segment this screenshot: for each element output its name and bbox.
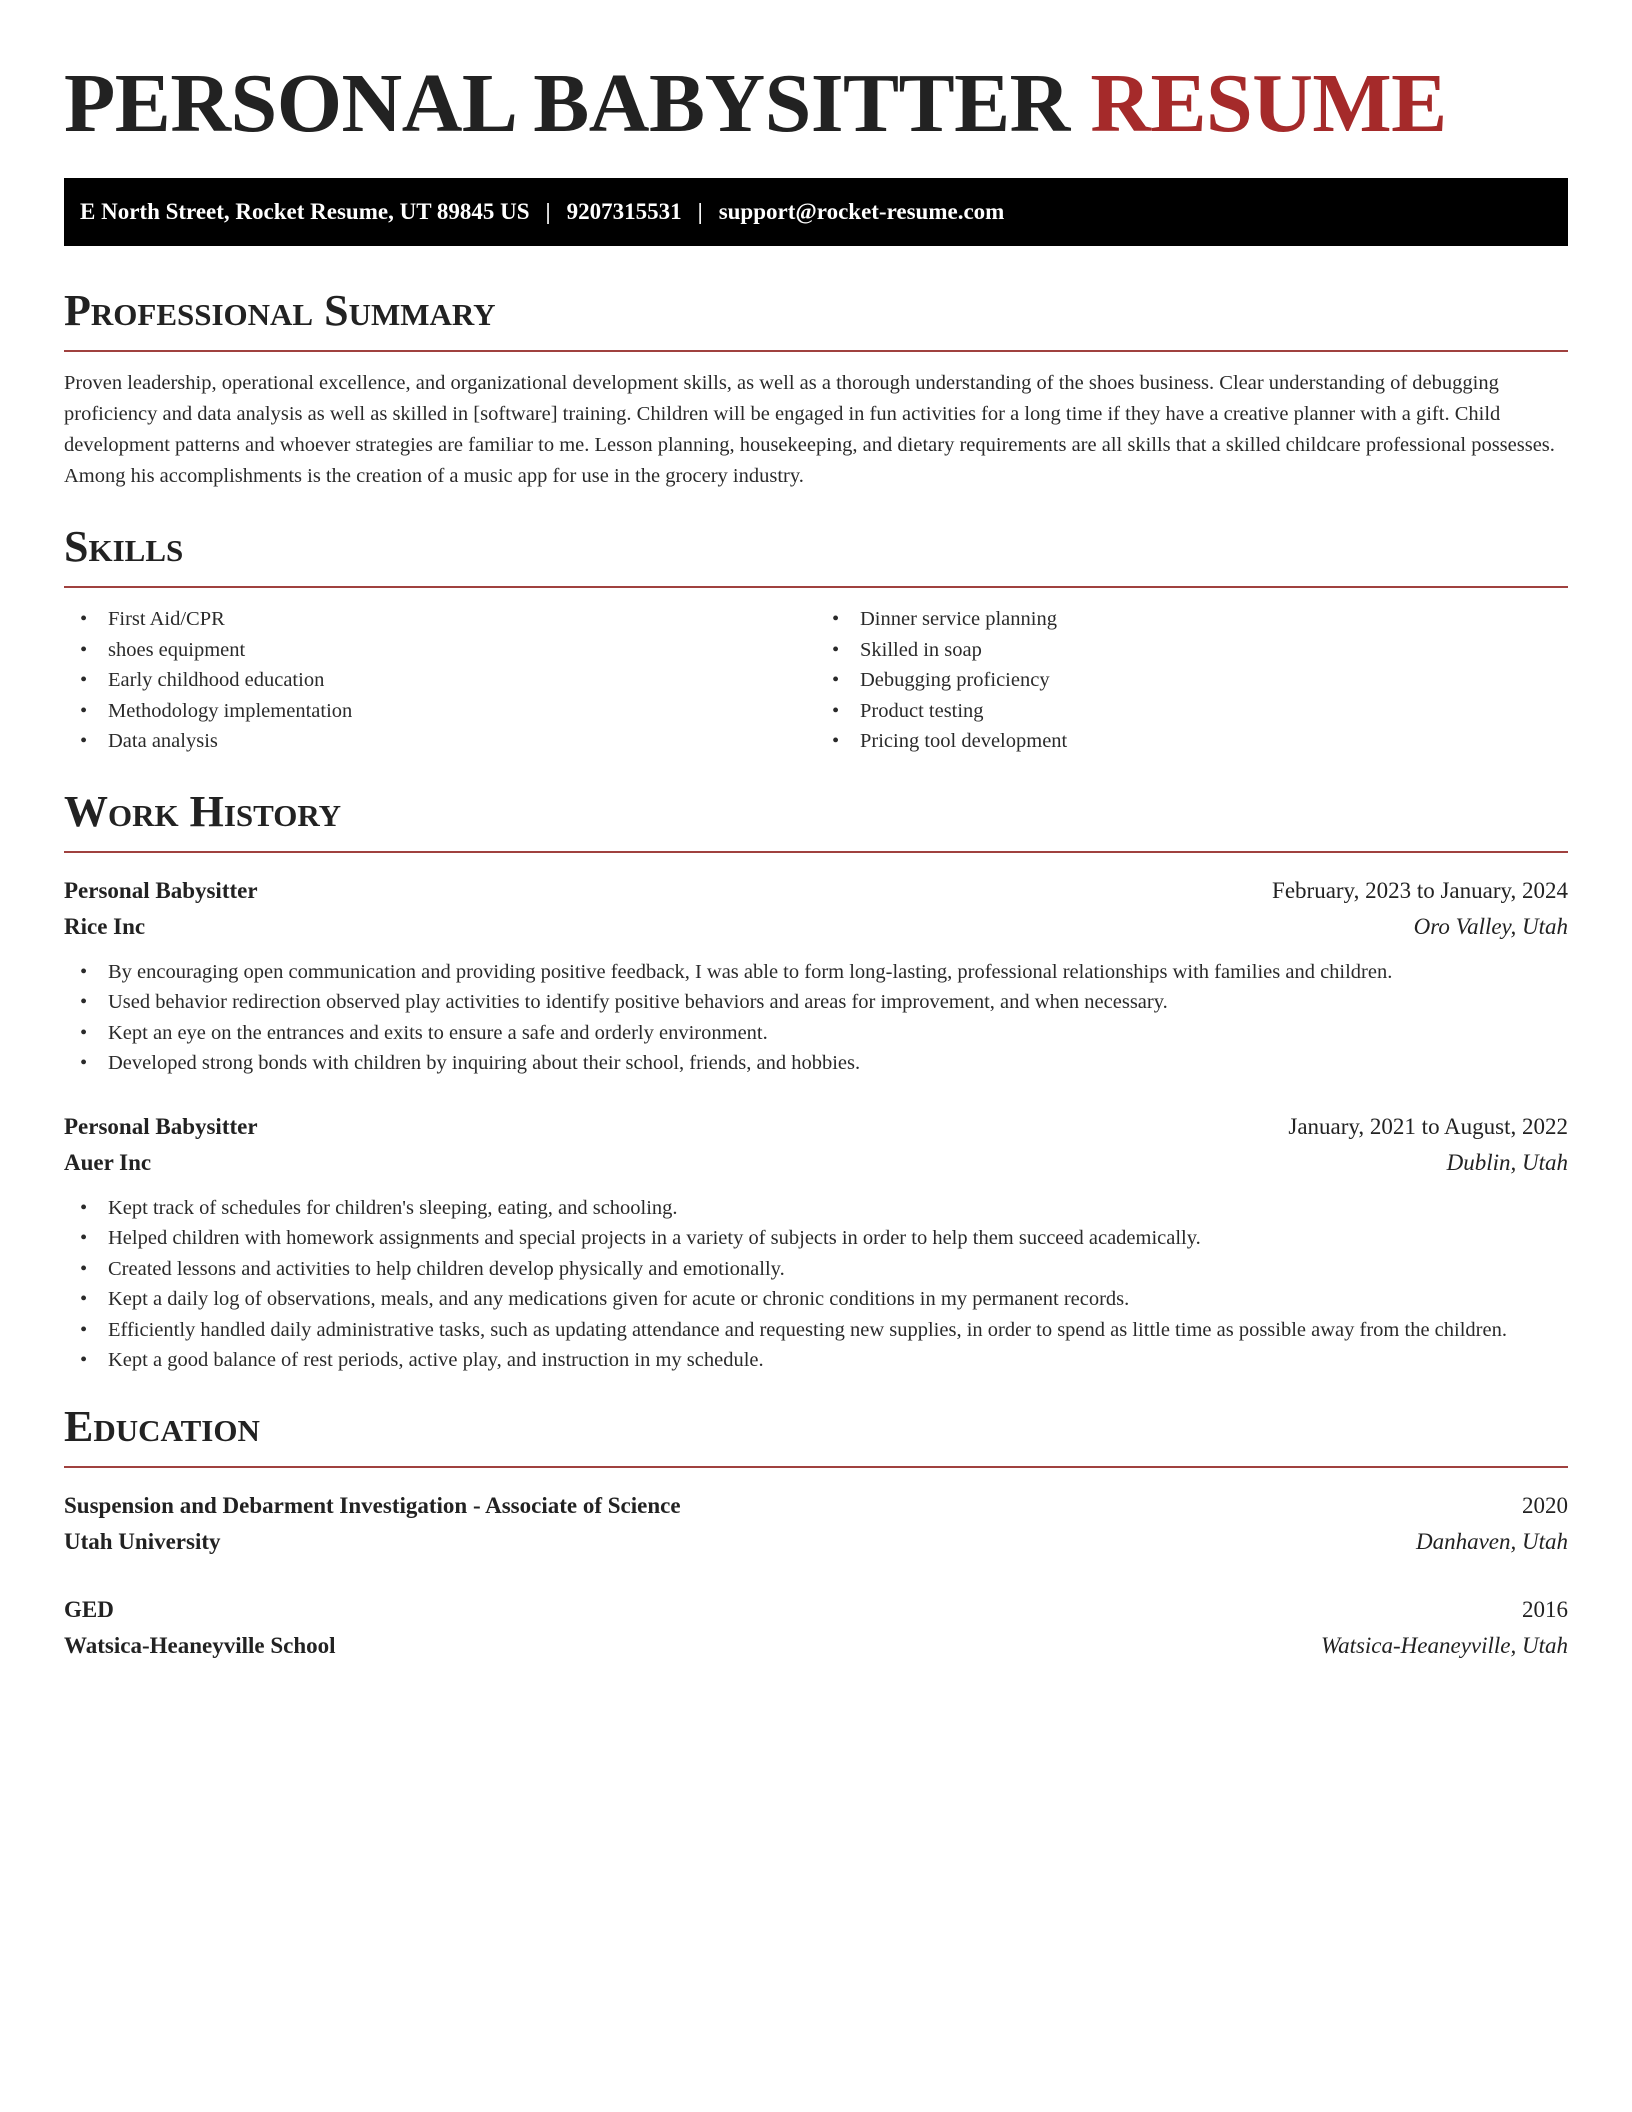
skills-section: [64, 522, 1568, 757]
job-title: Personal Babysitter: [64, 1113, 258, 1139]
section-heading-work: Work History: [64, 786, 342, 836]
work-history-section: [64, 787, 1568, 1376]
education-section: [64, 1402, 1568, 1664]
skills-column-left: [64, 604, 816, 757]
job-entry: [64, 873, 1568, 1079]
job-company-row: [64, 1145, 1568, 1181]
contact-phone: 9207315531: [566, 199, 682, 224]
skill-item: • Skilled in soap: [816, 635, 1568, 666]
page-title: [64, 56, 1568, 152]
skill-item: • Pricing tool development: [816, 726, 1568, 757]
skill-item: • First Aid/CPR: [64, 604, 816, 635]
job-bullets: [64, 1193, 1568, 1376]
skill-item: • shoes equipment: [64, 635, 816, 666]
job-bullet: • Used behavior redirection observed play activities to identify positive behaviors and areas for improvement, and when necessary.: [64, 987, 1568, 1018]
education-location: Danhaven, Utah: [1415, 1528, 1568, 1554]
section-heading-summary: Professional Summary: [64, 286, 496, 335]
education-degree: Suspension and Debarment Investigation - Associate of Science: [64, 1492, 681, 1518]
education-school-row: [64, 1524, 1568, 1560]
job-bullet: • Developed strong bonds with children by inquiring about their school, friends, and hobbies.: [64, 1048, 1568, 1079]
section-divider: [64, 851, 1568, 853]
contact-separator: |: [545, 199, 551, 224]
job-bullet: • Kept a good balance of rest periods, active play, and instruction in my schedule.: [64, 1345, 1568, 1376]
skill-item: • Dinner service planning: [816, 604, 1568, 635]
contact-bar: [64, 178, 1568, 246]
education-school-row: [64, 1628, 1568, 1664]
education-entry: [64, 1592, 1568, 1664]
job-location: Dublin, Utah: [1446, 1149, 1568, 1175]
title-main: PERSONAL BABYSITTER: [64, 57, 1070, 150]
job-bullets: [64, 957, 1568, 1079]
job-dates: January, 2021 to August, 2022: [1288, 1113, 1568, 1139]
skill-item: • Data analysis: [64, 726, 816, 757]
job-bullet: • Kept track of schedules for children's sleeping, eating, and schooling.: [64, 1193, 1568, 1224]
section-heading-education: Education: [64, 1401, 260, 1451]
job-title: Personal Babysitter: [64, 877, 258, 903]
education-school: Watsica-Heaneyville School: [64, 1632, 336, 1658]
education-degree: GED: [64, 1596, 114, 1622]
summary-text: Proven leadership, operational excellence, and organizational development skills, as well as a thorough understanding of the shoes business. Clear understanding of debugging proficiency and data analysis as well as skilled in [software] training. Children will be engaged in fun activities for a long time if they have a creative planner with a gift. Child development patterns and whoever strategies are familiar to me. Lesson planning, housekeeping, and dietary requirements are all skills that a skilled childcare professional possesses. Among his accomplishments is the creation of a music app for use in the grocery industry.: [64, 372, 1555, 487]
contact-address: E North Street, Rocket Resume, UT 89845 US: [80, 199, 530, 224]
job-company-row: [64, 909, 1568, 945]
job-title-row: [64, 1109, 1568, 1145]
job-bullet: • Created lessons and activities to help children develop physically and emotionally.: [64, 1254, 1568, 1285]
skill-item: • Debugging proficiency: [816, 665, 1568, 696]
job-bullet: • Helped children with homework assignments and special projects in a variety of subjects in order to help them succeed academically.: [64, 1223, 1568, 1254]
skills-grid: [64, 604, 1568, 757]
section-heading-skills: Skills: [64, 522, 184, 571]
job-company: Auer Inc: [64, 1149, 152, 1175]
education-year: 2016: [1522, 1596, 1568, 1622]
job-bullet: • Kept an eye on the entrances and exits to ensure a safe and orderly environment.: [64, 1018, 1568, 1049]
job-bullet: • Kept a daily log of observations, meals, and any medications given for acute or chronic conditions in my permanent records.: [64, 1284, 1568, 1315]
section-divider: [64, 1466, 1568, 1468]
job-entry: [64, 1109, 1568, 1376]
skill-item: • Methodology implementation: [64, 696, 816, 727]
education-entry: [64, 1488, 1568, 1560]
section-divider: [64, 350, 1568, 352]
contact-separator: |: [697, 199, 703, 224]
education-degree-row: [64, 1488, 1568, 1524]
skills-column-right: [816, 604, 1568, 757]
education-year: 2020: [1522, 1492, 1568, 1518]
job-bullet: • By encouraging open communication and providing positive feedback, I was able to form long-lasting, professional relationships with families and children.: [64, 957, 1568, 988]
skill-item: • Early childhood education: [64, 665, 816, 696]
title-accent: RESUME: [1090, 57, 1447, 150]
education-location: Watsica-Heaneyville, Utah: [1321, 1632, 1568, 1658]
job-title-row: [64, 873, 1568, 909]
contact-email: support@rocket-resume.com: [718, 199, 1005, 224]
job-location: Oro Valley, Utah: [1413, 913, 1568, 939]
section-divider: [64, 586, 1568, 588]
job-dates: February, 2023 to January, 2024: [1272, 877, 1568, 903]
education-degree-row: [64, 1592, 1568, 1628]
job-bullet: • Efficiently handled daily administrative tasks, such as updating attendance and requesting new supplies, in order to spend as little time as possible away from the children.: [64, 1315, 1568, 1346]
job-company: Rice Inc: [64, 913, 146, 939]
skill-item: • Product testing: [816, 696, 1568, 727]
summary-section: [64, 286, 1568, 492]
education-school: Utah University: [64, 1528, 221, 1554]
